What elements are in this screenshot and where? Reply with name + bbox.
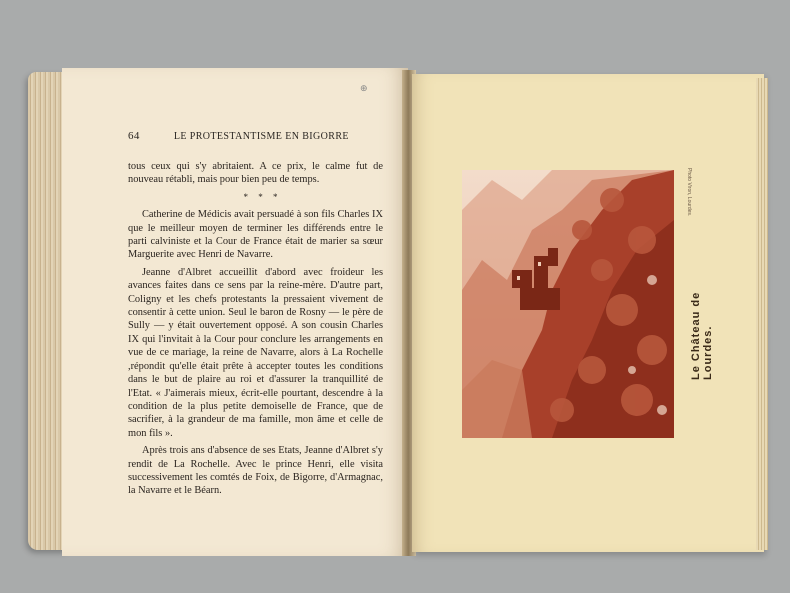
page-number: 64 (128, 130, 140, 142)
running-header (128, 130, 383, 142)
paragraph: Catherine de Médicis avait persuadé à son fils Charles IX que le meilleur moyen de terminer les différends entre le parti calviniste et la Cour de France était de marier sa sœur Marguerite avec Henri de Navarre. (128, 209, 383, 261)
paragraph: Jeanne d'Albret accueillit d'abord avec froideur les avances faites dans ce sens par la reine-mère. D'autre part, Coligny et les chefs protestants la pressaient vivement de consentir à cette union. Seul le baron de Rosny — le père de Sully — y était ouvertement opposé. A son cousin Charles IX qui l'invitait à la Cour pour conclure les arrangements en vue de ce mariage, la reine de Navarre, alors à La Rochelle ,répondit qu'elle était prête à accepter toutes les conditions dans le but de plaire au roi et d'assurer la tranquillité de l'Etat. « J'aimerais mieux, écrit-elle pourtant, descendre à la condition de la plus petite demoiselle de France, que de sacrifier, à la grandeur de ma famille, mon âme et celle de mon fils ». (128, 266, 383, 439)
chateau-photograph (462, 170, 674, 438)
right-page-edges (756, 78, 768, 550)
body-text (128, 160, 383, 502)
section-separator: * * * (243, 191, 282, 202)
running-head-title: LE PROTESTANTISME EN BIGORRE (173, 131, 349, 142)
castle-landscape-illustration (462, 170, 674, 438)
photo-caption: Le Château de Lourdes. (690, 291, 714, 380)
photo-credit: Photo Viron, Lourdes. (686, 168, 692, 217)
paragraph: Après trois ans d'absence de ses Etats, Jeanne d'Albret s'y rendit de La Rochelle. Avec le prince Henri, elle visita successivement les comtés de Foix, de Bigorre, d'Armagnac, la Navarre et le Béarn. (128, 445, 383, 497)
library-stamp-icon: ⊕ (360, 84, 368, 94)
paragraph: tous ceux qui s'y abritaient. A ce prix, le calme fut de nouveau rétabli, mais pour bien peu de temps. (128, 161, 383, 186)
